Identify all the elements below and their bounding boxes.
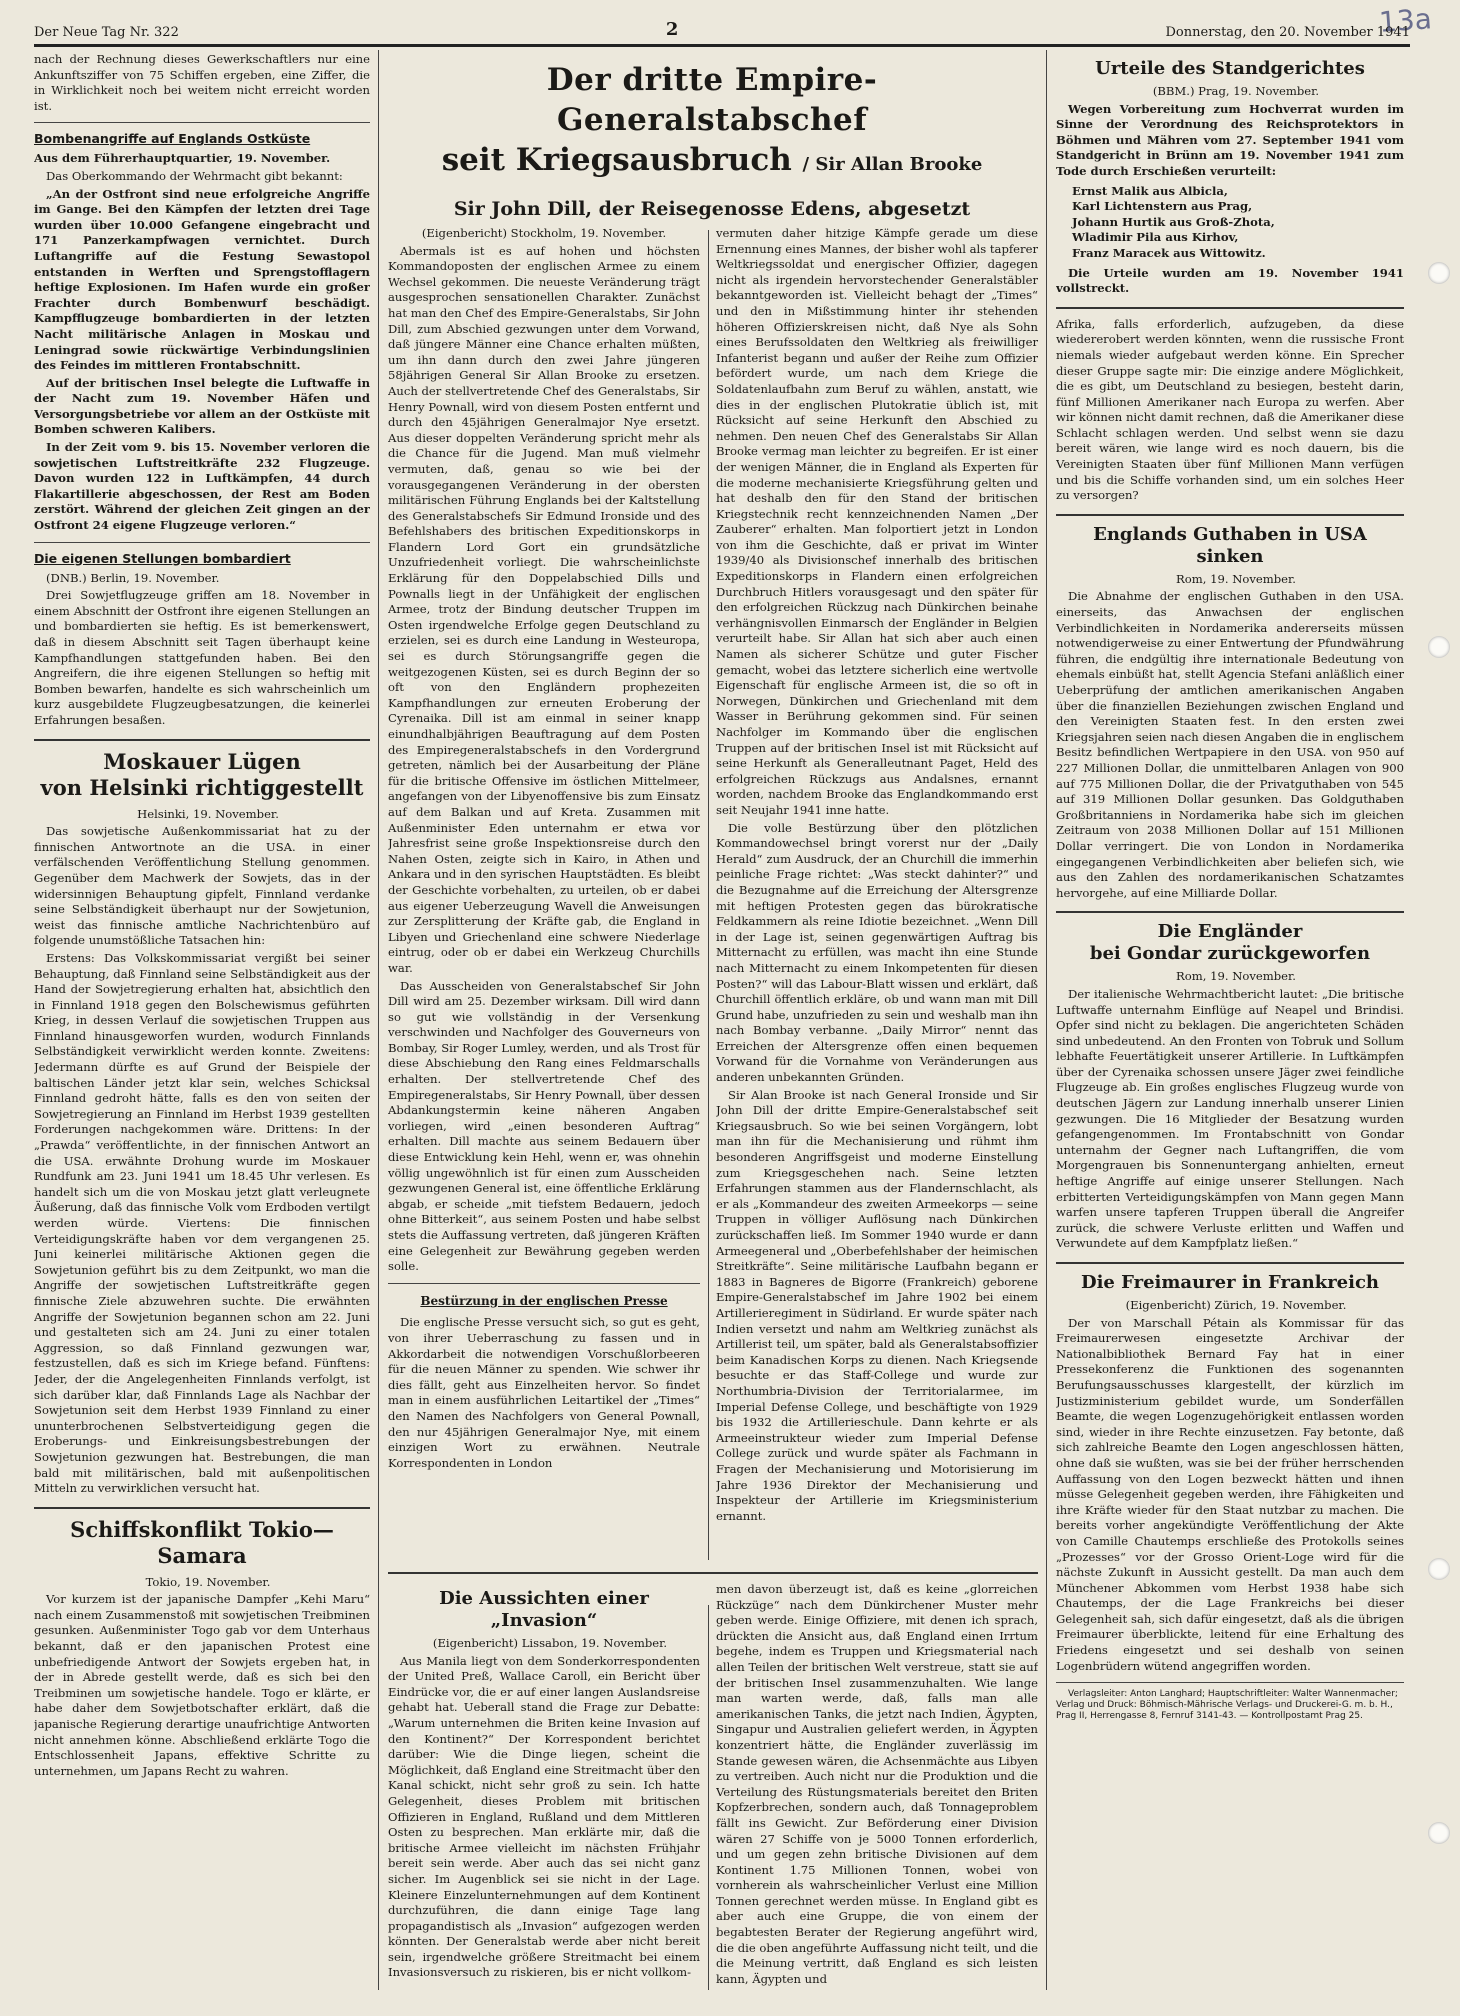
divider xyxy=(388,1283,700,1284)
paragraph: Sir Alan Brooke ist nach General Ironside und Sir John Dill der dritte Empire-Generalstabschef seit Kriegsausbruch. So wie bei seinen Vorgängern, lobt man ihn für die Mechanisierung und rühmt ihm besonderen Angriffsgeist und moderne Einstellung zum Kriegsgeschehen nach. Seine letzten Erfahrungen stammen aus der Flandernschlacht, als er als „Kommandeur des zweiten Armeekorps — seine Truppen in völliger Auflösung nach Dünkirchen zurückschaffen ließ. Im Sommer 1940 wurde er dann Armeegeneral und „Oberbefehlshaber der heimischen Streitkräfte“. Seine militärische Laufbahn begann er 1883 in Bagneres de Bigorre (Frankreich) geborene Empire-Generalstabschef im Jahre 1902 bei einem Artillerieregiment in Südirland. Er wurde später nach Indien versetzt und nahm am Weltkrieg zunächst als Artillerist teil, um später, bald als Generalstabsoffizier beim Kanadischen Korps zu dienen. Nach Kriegsende besuchte er das Staff-College und wurde zur Northumbria-Division der Territorialarmee, im Imperial Defense College, und beschäftigte von 1929 bis 1932 die Artillerieschule. Dann kehrte er als Armeeinstrukteur wieder zum Imperial Defense College zurück und wurde später als Fachmann in Fragen der Mechanisierung und Motorisierung im Jahre 1936 Direktor der Mechanisierung und Inspekteur der Artillerie im Kriegsministerium ernannt. xyxy=(716,1087,1038,1523)
paragraph: Die englische Presse versucht sich, so gut es geht, von ihrer Ueberraschung zu fassen und in Akkordarbeit die notwendigen Vorschußlorbeeren für die neuen Männer zu spenden. Wie schwer ihr dies fällt, geht aus Einzelheiten hervor. So findet man in einem ausführlichen Leitartikel der „Times“ den Namen des Nachfolgers von General Pownall, den nur 45jährigen Generalmajor Nye, mit einem einzigen Wort zu erwähnen. Neutrale Korrespondenten in London xyxy=(388,1315,700,1470)
main-headline-line1: Der dritte Empire-Generalstabschef xyxy=(546,62,878,138)
handwritten-page-number: 13a xyxy=(1378,2,1434,39)
paragraph: Das Ausscheiden von Generalstabschef Sir John Dill wird am 25. Dezember wirksam. Dill wird dann so gut wie vollständig in der Versenkung verschwinden und Nachfolger des Gouverneurs von Bombay, Sir Roger Lumley, werden, und als Trost für diese Abschiebung den Rang eines Feldmarschalls erhalten. Der stellvertretende Chef des Empiregeneralstabs, Sir Henry Pownall, über dessen Abdankungstermin keine näheren Angaben vorliegen, wird „einen besonderen Auftrag“ erhalten. Dill machte aus seinem Bedauern über diese Entwicklung kein Hehl, wenn er, was ohnehin völlig ungewöhnlich ist für einen zum Ausscheiden gezwungenen General ist, eine öffentliche Erklärung abgab, er scheide „mit tiefstem Bedauern, jedoch ohne Bitterkeit“, aus seinem Posten und habe selbst stets die Auffassung vertreten, daß jüngeren Kräften eine Gelegenheit zur Bewährung gegeben werden solle. xyxy=(388,978,700,1274)
paragraph: Wegen Vorbereitung zum Hochverrat wurden im Sinne der Verordnung des Reichsprotektors in Böhmen und Mähren vom 27. September 1941 vom Standgericht in Brünn am 19. November 1941 zum Tode durch Erschießen verurteilt: xyxy=(1056,101,1404,178)
dateline: (Eigenbericht) Lissabon, 19. November. xyxy=(432,1636,668,1650)
col1-intro: nach der Rechnung dieses Gewerkschaftlers nur eine Ankunftsziffer von 75 Schiffen ergeben, eine Ziffer, die in Wirklichkeit noch bei weitem nicht erreicht worden ist. xyxy=(34,52,370,113)
paragraph: Die Abnahme der englischen Guthaben in den USA. einerseits, das Anwachsen der englischen Verbindlichkeiten in Nordamerika andererseits müssen notwendigerweise zu einer Entwertung der Pfundwährung führen, die endgültig ihre internationale Bedeutung von ehemals einbüßt hat, stellt Agencia Stefani anläßlich einer Ueberprüfung der amtlichen amerikanischen Angaben über die finanziellen Beziehungen zwischen England und den Vereinigten Staaten fest. In den ersten zwei Kriegsjahren seien nach diesen Angaben die in englischem Besitz befindlichen Wertpapiere in den USA. von 950 auf 227 Millionen Dollar, die unmittelbaren Anlagen von 900 auf 775 Millionen Dollar, die der Privatguthaben von 545 auf 319 Millionen Dollar gesunken. Das Goldguthaben Großbritanniens in Nordamerika habe sich im gleichen Zeitraum von 2038 Millionen Dollar auf 151 Millionen Dollar verringert. Die von London in Nordamerika eingegangenen Verbindlichkeiten aber beliefen sich, wie aus den Zahlen des nordamerikanischen Schatzamtes hervorgehe, auf eine Milliarde Dollar. xyxy=(1056,589,1404,900)
article-heading-invasion: Die Aussichten einer „Invasion“ xyxy=(439,1588,649,1631)
dateline: Helsinki, 19. November. xyxy=(137,806,279,821)
punch-hole xyxy=(1428,636,1450,658)
article-heading-guthaben: Englands Guthaben in USA xyxy=(1093,523,1367,545)
divider xyxy=(1056,911,1404,913)
list-item: Franz Maracek aus Wittowitz. xyxy=(1072,245,1266,260)
divider xyxy=(1056,514,1404,516)
masthead-page-number: 2 xyxy=(665,19,679,40)
article-heading-tokio-samara: Schiffskonflikt Tokio—Samara xyxy=(70,1516,334,1568)
punch-hole xyxy=(1428,1822,1450,1844)
paragraph: Abermals ist es auf hohen und höchsten Kommandoposten der englischen Armee zu einem Wechsel gekommen. Die neueste Veränderung trägt ausgesprochen sensationellen Charakter. Zunächst hat man den Chef des Empire-Generalstabs, Sir John Dill, zum Abschied gezwungen unter dem Vorwand, daß jüngere Männer eine Chance erhalten müßten, um ihn dann durch den zwei Jahre jüngeren 58jährigen General Sir Allan Brooke zu ersetzen. Auch der stellvertretende Chef des Generalstabs, Sir Henry Pownall, wird von diesem Posten entfernt und durch den 45jährigen Generalmajor Nye ersetzt. Aus dieser doppelten Veränderung spricht mehr als die Chance für die Jugend. Man muß vielmehr vermuten, daß, genau so wie bei der vorausgegangenen Veränderung in der obersten militärischen Führung Englands bei der Kaltstellung des Generalstabschefs Sir Edmund Ironside und des Befehlshabers des britischen Expeditionskorps in Flandern Lord Gort ein grundsätzliche Unzufriedenheit vorliegt. Die wahrscheinlichste Erklärung für den Doppelabschied Dills und Pownalls liegt in der Unfähigkeit der englischen Armee, trotz der Bindung deutscher Truppen im Osten irgendwelche Erfolge gegen Deutschland zu erzielen, sei es durch eine Landung in Westeuropa, sei es durch Störungsangriffe gegen die weitgezogenen Küsten, sei es durch Beginn der so oft von den Engländern prophezeiten Kampfhandlungen zur erneuten Eroberung der Cyrenaika. Dill ist am einmal in seiner knapp einundhalbjährigen Beauftragung auf dem Posten des Empiregeneralstabschefs in den Vordergrund getreten, nämlich bei der Ausarbeitung der Pläne für die britische Offensive im östlichen Mittelmeer, angefangen von der Libyenoffensive bis zum Einsatz auf dem Balkan und auf Kreta. Zusammen mit Außenminister Eden unternahm er etwa vor Jahresfrist seine große Inspektionsreise durch den Nahen Osten, zeigte sich in Kairo, in Athen und Ankara und in den syrischen Hauptstädten. Es bleibt der Geschichte vorbehalten, zu urteilen, ob er dabei aus eigener Ueberzeugung Wavell die Anweisungen zur Zersplitterung der Kräfte gab, die England in Libyen und Griechenland eine schwere Niederlage eintrug, oder ob er dabei ein Werkzeug Churchills war. xyxy=(388,243,700,975)
dateline: Aus dem Führerhauptquartier, 19. November. xyxy=(34,151,331,166)
paragraph: vermuten daher hitzige Kämpfe gerade um diese Ernennung eines Mannes, der bisher wohl als tapferer Weltkriegssoldat und energischer Offizier, dagegen nicht als irgendein hervorstechender Generalstäbler bekanntgeworden ist. Vielleicht behagt der „Times“ und den in Mißstimmung hinter ihr stehenden höheren Offizierskreisen nicht, daß Nye als Sohn eines Berufssoldaten den Weltkrieg als freiwilliger Infanterist begann und außer der Reihe zum Offizier befördert wurde, um nach dem Kriege die Soldatenlaufbahn zum Beruf zu wählen, anstatt, wie dies in der englischen Plutokratie üblich ist, mit Rücksicht auf seine Herkunft den Abschied zu nehmen. Den neuen Chef des Generalstabs Sir Allan Brooke vermag man leichter zu begreifen. Er ist einer der wenigen Männer, die in England als Experten für die moderne mechanisierte Kriegsführung gelten und hat deshalb den für den Stand der britischen Kriegstechnik recht kennzeichnenden Namen „Der Zauberer“ erhalten. Man folportiert jetzt in London von ihm die Geschichte, daß er privat im Winter 1939/40 als Divisionschef innerhalb des britischen Expeditionskorps in Flandern einen erfolgreichen Durchbruch Hitlers vorausgesagt und den später für den erfolgreichen Rückzug nach Dünkirchen beinahe verhängnisvollen Einmarsch der Engländer in Belgien verurteilt habe. Sir Allan hat sich aber auch einen Namen als sicherer Schütze und guter Fischer gemacht, wobei das letztere sicherlich eine wertvolle Eigenschaft für englische Armeen ist, die so oft in Norwegen, Dünkirchen und Griechenland mit dem Wasser in Berührung gekommen sind. Für seinen Nachfolger im Kommando über die englischen Truppen auf der britischen Insel ist mit Rücksicht auf seine Herkunft als Generalleutnant Paget, Held des erfolgreichen Rückzugs aus Andalsnes, ernannt worden, nachdem Brooke das Englandkommando erst seit Neujahr 1941 inne hatte. xyxy=(716,226,1038,817)
column-4 xyxy=(1056,52,1404,1992)
article-heading-englaender: Die Engländer xyxy=(1157,921,1303,943)
masthead-date: Donnerstag, den 20. November 1941 xyxy=(1165,25,1410,40)
punch-hole xyxy=(1428,1558,1450,1580)
article-heading-guthaben-2: sinken xyxy=(1196,545,1264,567)
paragraph: Erstens: Das Volkskommissariat vergißt bei seiner Behauptung, daß Finnland seine Selbständigkeit aus der Hand der Sowjetregierung erhalten hat, absichtlich den in Finnland 1918 gegen den Bolschewismus geführten Krieg, in dessen Verlauf die sowjetischen Truppen aus Finnland hinausgeworfen wurden, wodurch Finnlands Selbständigkeit verwirklicht werden konnte. Zweitens: Jedermann dürfte es auf Grund der Beispiele der baltischen Länder jetzt klar sein, welches Schicksal Finnland gedroht hätte, falls es den von seiten der Sowjetregierung an Finnland im Herbst 1939 gestellten Forderungen nachgekommen wäre. Drittens: In der „Prawda“ veröffentlichte, in der finnischen Antwort an die USA. erwähnte Drohung wurde im Moskauer Rundfunk am 23. Juni 1941 um 18.45 Uhr verlesen. Es handelt sich um die von Moskau jetzt glatt verleugnete Äußerung, daß das finnische Volk vom Erdboden vertilgt werden würde. Viertens: Die finnischen Verteidigungskräfte haben vor dem vergangenen 25. Juni keinerlei militärische Aktionen gegen die Sowjetunion geführt bis zu dem Zeitpunkt, wo man die Angriffe der sowjetischen Luftstreitkräfte gegen finnische Ziele abzuwehren suchte. Die erwähnten Angriffe der Sowjetunion begannen schon am 22. Juni und gestalteten sich am 24. Juni zu einer totalen Aggression, so daß Finnland gezwungen war, festzustellen, daß es sich im Kriege befand. Fünftens: Jeder, der die Angelegenheiten Finnlands verfolgt, ist sich darüber klar, daß Finnlands Lage als Nachbar der Sowjetunion seit dem Herbst 1939 Finnland zu einer ununterbrochenen Selbstverteidigung gegen die Eroberungs- und Einkreisungsbestrebungen der Sowjetunion gezwungen hat. Bestrebungen, die man bald mit militärischen, bald mit außenpolitischen Mitteln zu verwirklichen versucht hat. xyxy=(34,950,370,1496)
paragraph: Die volle Bestürzung über den plötzlichen Kommandowechsel bringt vorerst nur der „Daily Herald“ zum Ausdruck, der an Churchill die immerhin peinliche Frage richtet: „Was steckt dahinter?“ und die Bezugnahme auf die Erreichung der Altersgrenze mit heftigen Protesten gegen das bürokratische Feldkammern als reine Idiotie bezeichnet. „Wenn Dill in der Lage ist, seinen gegenwärtigen Auftrag bis Mitternacht zu erfüllen, was macht ihn eine Stunde nach Mitternacht zu einem Inkompetenten für diesen Posten?“ will das Labour-Blatt wissen und erklärt, daß Churchill öffentlich erkläre, ob und wann man mit Dill Grund habe, unzufrieden zu sein und weshalb man ihn nach Bombay verbanne. „Daily Mirror“ nennt das Erreichen der Altersgrenze offen einen bequemen Vorwand für die Vornahme von Veränderungen aus anderen unbekannten Gründen. xyxy=(716,820,1038,1085)
article-heading-moskauer-luegen: Moskauer Lügen xyxy=(103,748,301,774)
column-rule-1 xyxy=(378,50,379,1990)
dateline: (Eigenbericht) Zürich, 19. November. xyxy=(1125,1298,1347,1312)
column-rule-3 xyxy=(1046,50,1047,1990)
paragraph: men davon überzeugt ist, daß es keine „glorreichen Rückzüge“ nach dem Dünkirchener Muster mehr geben werde. Einige Offiziere, mit denen ich sprach, drückten die Ansicht aus, daß England einen Irrtum begehe, indem es Truppen und Kriegsmaterial nach allen Teilen der britischen Welt verstreue, statt sie auf der britischen Insel zusammenzuhalten. Wie lange man warten werde, daß, falls man alle amerikanischen Tanks, die jetzt nach Indien, Ägypten, Singapur und Australien geliefert werden, in Ägypten konzentriert hätte, die Engländer zuverlässig im Stande gewesen wären, die Achsenmächte aus Libyen zu vertreiben. Auch nicht nur die Produktion und die Verteilung des Rüstungsmaterials bereitet den Briten Kopfzerbrechen, sondern auch, daß Tonnageproblem fällt ins Gewicht. Zur Beförderung einer Division wären 27 Schiffe von je 5000 Tonnen erforderlich, und um gegen zehn britische Divisionen auf dem Kontinent 1.75 Millionen Tonnen, wobei von vornherein als wahrscheinlicher Verlust eine Million Tonnen gerechnet werden müsse. In England gibt es aber auch eine Gruppe, die von einem der begabtesten Berater der Regierung angeführt wird, die die oben angeführte Auffassung nicht teilt, und die die Meinung vertritt, daß England es sich leisten kann, Ägypten und xyxy=(716,1582,1038,1986)
article-heading-freimaurer: Die Freimaurer in Frankreich xyxy=(1080,1272,1380,1293)
list-names xyxy=(1072,184,1404,262)
main-dateline: (Eigenbericht) Stockholm, 19. November. xyxy=(421,226,667,240)
invasion-continued xyxy=(716,1582,1038,1992)
article-heading-standgericht: Urteile des Standgerichtes xyxy=(1095,58,1365,79)
paragraph: In der Zeit vom 9. bis 15. November verloren die sowjetischen Luftstreitkräfte 232 Flugzeuge. Davon wurden 122 in Luftkämpfen, 44 durch Flakartillerie abgeschossen, der Rest am Boden zerstört. Während der gleichen Zeit gingen an der Ostfront 24 eigene Flugzeuge verloren.“ xyxy=(34,440,370,533)
paragraph: Das sowjetische Außenkommissariat hat zu der finnischen Antwortnote an die USA. in einer verfälschenden Veröffentlichung Stellung genommen. Gegenüber dem Machwerk der Sowjets, das in der widersinnigen Behauptung gipfelt, Finnland verdanke seine Selbständigkeit überhaupt nur der Sowjetunion, weist das finnische amtliche Nachrichtenbüro auf folgende unumstößliche Tatsachen hin: xyxy=(34,824,370,948)
masthead-newspaper-issue: Der Neue Tag Nr. 322 xyxy=(34,25,179,40)
divider xyxy=(34,1507,370,1509)
divider xyxy=(34,122,370,123)
main-headline-line2-small: / Sir Allan Brooke xyxy=(802,154,983,175)
column-rule-2b xyxy=(708,1605,709,1990)
dateline: Tokio, 19. November. xyxy=(145,1574,271,1589)
invasion-article xyxy=(388,1582,700,1992)
paragraph: Afrika, falls erforderlich, aufzugeben, da diese wiedererobert werden könnten, wenn die russische Front niemals wieder aufgebaut werden könne. Ein Sprecher dieser Gruppe sagte mir: Die einzige andere Möglichkeit, die es gibt, um Deutschland zu besiegen, besteht darin, fünf Millionen Amerikaner nach Europa zu werfen. Aber wir können nicht damit rechnen, daß die Amerikaner diese Schlacht schlagen werden. Und selbst wenn sie dazu bereit wären, wie lange wird es noch dauern, bis die Vereinigten Staaten über fünf Millionen Mann verfügen und bis die Schiffe vorhanden sind, um ein solches Heer zu versorgen? xyxy=(1056,316,1404,503)
masthead-rule xyxy=(34,44,1410,47)
article-heading-gondar: bei Gondar zurückgeworfen xyxy=(1089,943,1371,965)
divider-invasion xyxy=(388,1572,1038,1574)
divider xyxy=(1056,1262,1404,1264)
imprint: Verlagsleiter: Anton Langhard; Hauptschriftleiter: Walter Wannenmacher; Verlag und Druck: Böhmisch-Mährische Verlags- und Druckerei-G. m. b. H., Prag II, Herrengasse 8, Fernruf 3141-43. — Kontrollpostamt Prag 25. xyxy=(1056,1689,1398,1722)
divider xyxy=(1056,1682,1404,1683)
dateline: (DNB.) Berlin, 19. November. xyxy=(46,570,220,585)
paragraph: Aus Manila liegt von dem Sonderkorrespondenten der United Preß, Wallace Caroll, ein Bericht über Eindrücke vor, die er auf einer langen Auslandsreise gehabt hat. Ueberall stand die Frage zur Debatte: „Warum unternehmen die Briten keine Invasion auf den Kontinent?“ Der Korrespondent berichtet darüber: Wie die Dinge liegen, scheint die Möglichkeit, daß England eine Streitmacht über den Kanal schickt, nicht sehr groß zu sein. Ich hatte Gelegenheit, dieses Problem mit britischen Offizieren in England, Rußland und dem Mittleren Osten zu besprechen. Man erklärte mir, daß die britische Armee vielleicht im nächsten Frühjahr bereit sein werde. Aber auch das sei nicht ganz sicher. Im Augenblick sei sie nicht in der Lage. Kleinere Einzelunternehmungen auf dem Kontinent durchzuführen, die dann einige Tage lang propagandistisch als „Invasion“ aufgezogen werden könnten. Der Generalstab werde aber nicht bereit sein, irgendwelche größere Streitmacht bei einem Invasionsversuch zu riskieren, bis er nicht vollkom- xyxy=(388,1653,700,1980)
list-item: Ernst Malik aus Albicla, xyxy=(1072,183,1228,198)
paragraph: Vor kurzem ist der japanische Dampfer „Kehi Maru“ nach einem Zusammenstoß mit sowjetischen Treibminen gesunken. Außenminister Togo gab vor dem Unterhaus bekannt, daß er den japanischen Protest eine unbefriedigende Antwort der Sowjets ergeben hat, in der in Abrede gestellt werde, daß es sich bei den Treibminen um sowjetische handele. Togo er klärte, er habe daher dem Sowjetbotschafter erklärt, daß die japanische Regierung derartige unaufrichtige Antworten nicht annehmen könne. Abschließend erklärte Togo die Entschlossenheit Japans, effektive Schritte zu unternehmen, um Japans Recht zu wahren. xyxy=(34,1592,370,1778)
paragraph: „An der Ostfront sind neue erfolgreiche Angriffe im Gange. Bei den Kämpfen der letzten drei Tage wurden über 10.000 Gefangene eingebracht und 171 Panzerkampfwagen vernichtet. Durch Luftangriffe auf die Festung Sewastopol entstanden in Werften und Sprengstofflagern heftige Explosionen. Im Hafen wurde ein großer Frachter durch Bombenwurf beschädigt. Kampfflugzeuge bombardierten in der letzten Nacht militärische Anlagen in Moskau und Leningrad sowie rückwärtige Verbindungslinien des Feindes im mittleren Frontabschnitt. xyxy=(34,186,370,373)
divider xyxy=(1056,307,1404,309)
column-1 xyxy=(34,52,370,1992)
article-heading-stellungen: Die eigenen Stellungen bombardiert xyxy=(34,550,291,566)
paragraph: Auf der britischen Insel belegte die Luftwaffe in der Nacht zum 19. November Häfen und Versorgungsbetriebe vor allem an der Ostküste mit Bomben schweren Kalibers. xyxy=(34,375,370,437)
list-item: Wladimir Pila aus Kirhov, xyxy=(1072,230,1239,245)
main-headline-line2 xyxy=(392,140,1032,185)
divider xyxy=(34,542,370,543)
column-2 xyxy=(388,226,700,1571)
paragraph: Der von Marschall Pétain als Kommissar für das Freimaurerwesen eingesetzte Archivar der Nationalbibliothek Bernard Fay hat in einer Pressekonferenz die Funktionen des sogenannten Berufungsausschusses klargestellt, der kürzlich im Justizministerium gebildet wurde, um Sonderfällen Beamte, die wegen Logenzugehörigkeit entlassen worden sind, wieder in ihre Rechte einzusetzen. Fay betonte, daß sich zahlreiche Beamte den Logen angeschlossen hätten, ohne daß sie wußten, was sie bei der früher herrschenden Auffassung von den Logen bezweckt hätten und ihnen müsse Gelegenheit gegeben werden, ihre Fähigkeiten und ihre Kräfte wieder für den Staat nutzbar zu machen. Die bereits vorher angekündigte Veröffentlichung der Akte von Camille Chautemps erschließe des Protokolls seines „Prozesses“ vor der Grosso Orient-Loge wird für die nächste Zukunft in Aussicht gestellt. Da man auch dem Münchener Abkommen vom Herbst 1938 habe sich Chautemps, der die Lage Frankreichs bei dieser Gelegenheit sah, sich dafür eingesetzt, daß als die übrigen Freimaurer überblickte, leitend für eine Erhaltung des Friedens eingesetzt und sei deshalb von seinen Logenbrüdern wütend angegriffen worden. xyxy=(1056,1315,1404,1673)
paragraph: Drei Sowjetflugzeuge griffen am 18. November in einem Abschnitt der Ostfront ihre eigenen Stellungen an und bombardierten sie heftig. Es ist bemerkenswert, daß in diesem Abschnitt seit Tagen überhaupt keine Kampfhandlungen stattgefunden haben. Bei den Angreifern, die ihre eigenen Stellungen so heftig mit Bomben bewarfen, handelte es sich wahrscheinlich um kurz ausgebildete Flugzeugbesatzungen, die keinerlei Erfahrungen besaßen. xyxy=(34,588,370,727)
paragraph: Der italienische Wehrmachtbericht lautet: „Die britische Luftwaffe unternahm Einflüge auf Neapel und Brindisi. Opfer sind nicht zu beklagen. Die angerichteten Schäden sind unbedeutend. An den Fronten von Tobruk und Sollum lebhafte Feuertätigkeit unserer Artillerie. In Luftkämpfen über der Cyrenaika schossen unsere Jäger zwei feindliche Flugzeuge ab. Ein großes englisches Flugzeug wurde von deutschen Jägern zur Landung innerhalb unserer Linien gezwungen. Die 16 Mitglieder der Besatzung wurden gefangengenommen. Im Frontabschnitt von Gondar unternahm der Gegner nach Luftangriffen, die vom Morgengrauen bis Sonnenuntergang anhielten, erneut heftige Angriffe auf einige unserer Stellungen. Nach erbitterten Verteidigungskämpfen von Mann gegen Mann warfen unsere tapferen Truppen überall die Angreifer zurück, die schwere Verluste erlitten und Waffen und Verwundete auf dem Kampfplatz ließen.“ xyxy=(1056,986,1404,1251)
dateline: Rom, 19. November. xyxy=(1176,571,1296,586)
list-item: Karl Lichtenstern aus Prag, xyxy=(1072,199,1253,214)
dateline: Rom, 19. November. xyxy=(1176,969,1296,984)
masthead xyxy=(34,18,1410,40)
punch-hole xyxy=(1428,262,1450,284)
column-3 xyxy=(716,226,1038,1571)
paragraph: Das Oberkommando der Wehrmacht gibt bekannt: xyxy=(46,168,343,183)
list-item: Johann Hurtik aus Groß-Zhota, xyxy=(1072,214,1275,229)
article-heading-ostkueste: Bombenangriffe auf Englands Ostküste xyxy=(34,131,311,147)
main-headline-line2-text: seit Kriegsausbruch xyxy=(441,142,792,178)
article-heading-helsinki: von Helsinki richtiggestellt xyxy=(40,774,364,800)
main-subheadline: Sir John Dill, der Reisegenosse Edens, abgesetzt xyxy=(453,198,971,220)
dateline: (BBM.) Prag, 19. November. xyxy=(1152,84,1320,98)
column-rule-2 xyxy=(708,230,709,1560)
paragraph: Die Urteile wurden am 19. November 1941 vollstreckt. xyxy=(1056,265,1404,296)
divider xyxy=(34,739,370,741)
main-headline-block xyxy=(392,60,1032,223)
subheading-bestuerzung: Bestürzung in der englischen Presse xyxy=(420,1293,668,1308)
